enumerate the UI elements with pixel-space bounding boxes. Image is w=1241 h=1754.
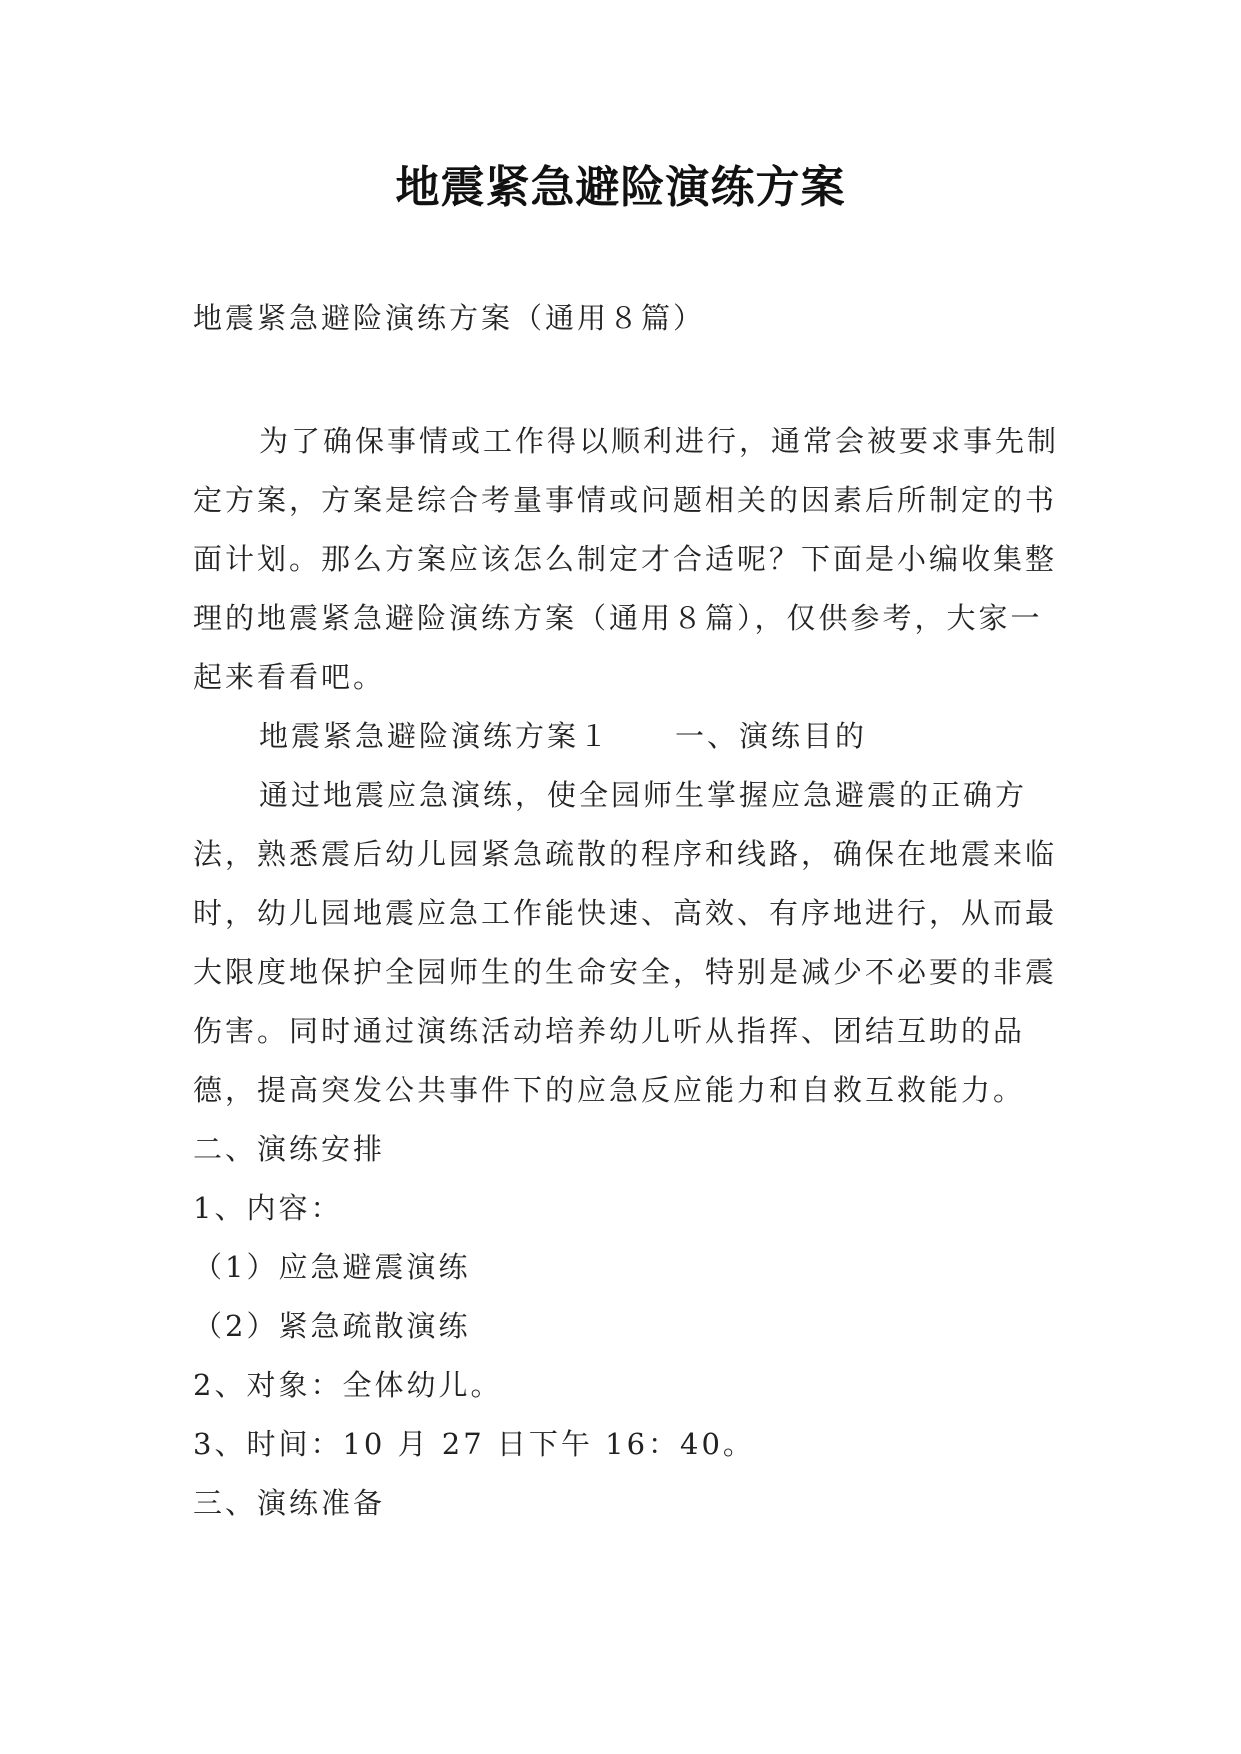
time-line: 3、时间：10 月 27 日下午 16：40。 [193, 1427, 755, 1461]
purpose-paragraph: 通过地震应急演练，使全园师生掌握应急避震的正确方法，熟悉震后幼儿园紧急疏散的程序和线路，确保在地震来临时，幼儿园地震应急工作能快速、高效、有序地进行，从而最大限度地保护全园师生的生命安全，特别是减少不必要的非震伤害。同时通过演练活动培养幼儿听从指挥、团结互助的品德，提高突发公共事件下的应急反应能力和自救互救能力。 [193, 778, 1058, 1107]
document-body [193, 412, 1073, 1533]
target-line: 2、对象：全体幼儿。 [193, 1368, 503, 1402]
intro-paragraph: 为了确保事情或工作得以顺利进行，通常会被要求事先制定方案，方案是综合考量事情或问题相关的因素后所制定的书面计划。那么方案应该怎么制定才合适呢？下面是小编收集整理的地震紧急避险演练方案（通用８篇），仅供参考，大家一起来看看吧。 [193, 424, 1060, 694]
plan-heading-line [193, 707, 1073, 766]
content-item-1: （1）应急避震演练 [193, 1250, 471, 1284]
section-three-heading: 三、演练准备 [193, 1486, 386, 1520]
section-two-heading: 二、演练安排 [193, 1132, 386, 1166]
content-item-2: （2）紧急疏散演练 [193, 1309, 471, 1343]
plan-heading: 地震紧急避险演练方案１ [259, 719, 612, 753]
section-one-heading: 一、演练目的 [675, 719, 868, 753]
document-title: 地震紧急避险演练方案 [395, 162, 846, 213]
document-subtitle: 地震紧急避险演练方案（通用８篇） [193, 301, 706, 335]
content-label: 1、内容： [193, 1191, 343, 1225]
